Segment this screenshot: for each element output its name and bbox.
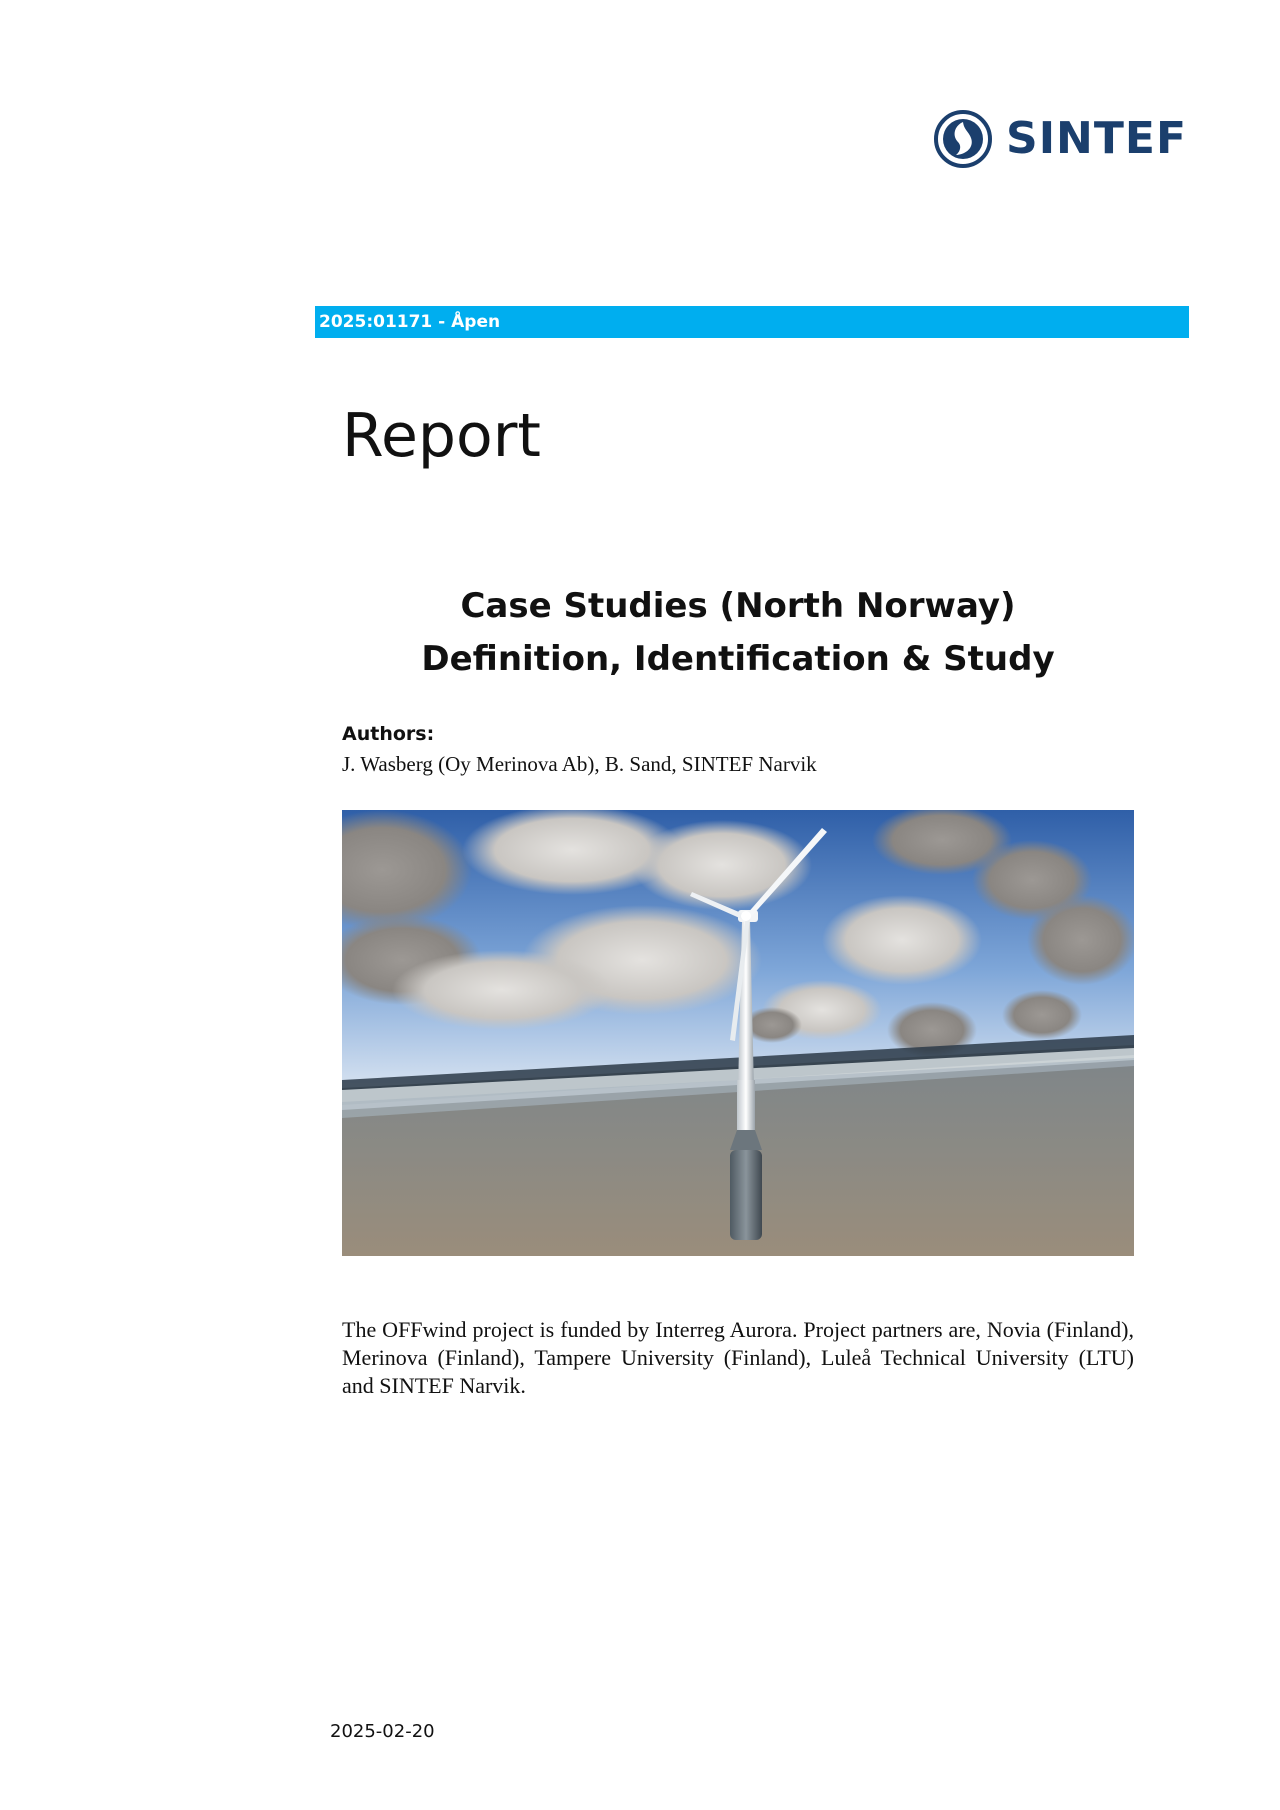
logo-text: SINTEF bbox=[1006, 113, 1188, 164]
authors-label: Authors: bbox=[342, 723, 435, 745]
sintef-logo-icon bbox=[934, 110, 992, 168]
report-title-line-2: Definition, Identification & Study bbox=[421, 639, 1055, 679]
report-date: 2025-02-20 bbox=[330, 1721, 435, 1742]
funding-statement: The OFFwind project is funded by Interreg Aurora. Project partners are, Novia (Finland), Merinova (Finland), Tampere University (Finland), Luleå Technical University (LTU) and SINTEF Narvik. bbox=[342, 1317, 1134, 1398]
sintef-logo bbox=[934, 110, 1194, 168]
offshore-wind-turbine-image bbox=[342, 810, 1134, 1256]
report-number-bar: 2025:01171 - Åpen bbox=[315, 306, 1189, 338]
report-title-line-1: Case Studies (North Norway) bbox=[460, 586, 1016, 626]
authors-names: J. Wasberg (Oy Merinova Ab), B. Sand, SINTEF Narvik bbox=[342, 752, 817, 776]
document-type-heading: Report bbox=[342, 401, 541, 471]
report-title bbox=[342, 580, 1134, 686]
